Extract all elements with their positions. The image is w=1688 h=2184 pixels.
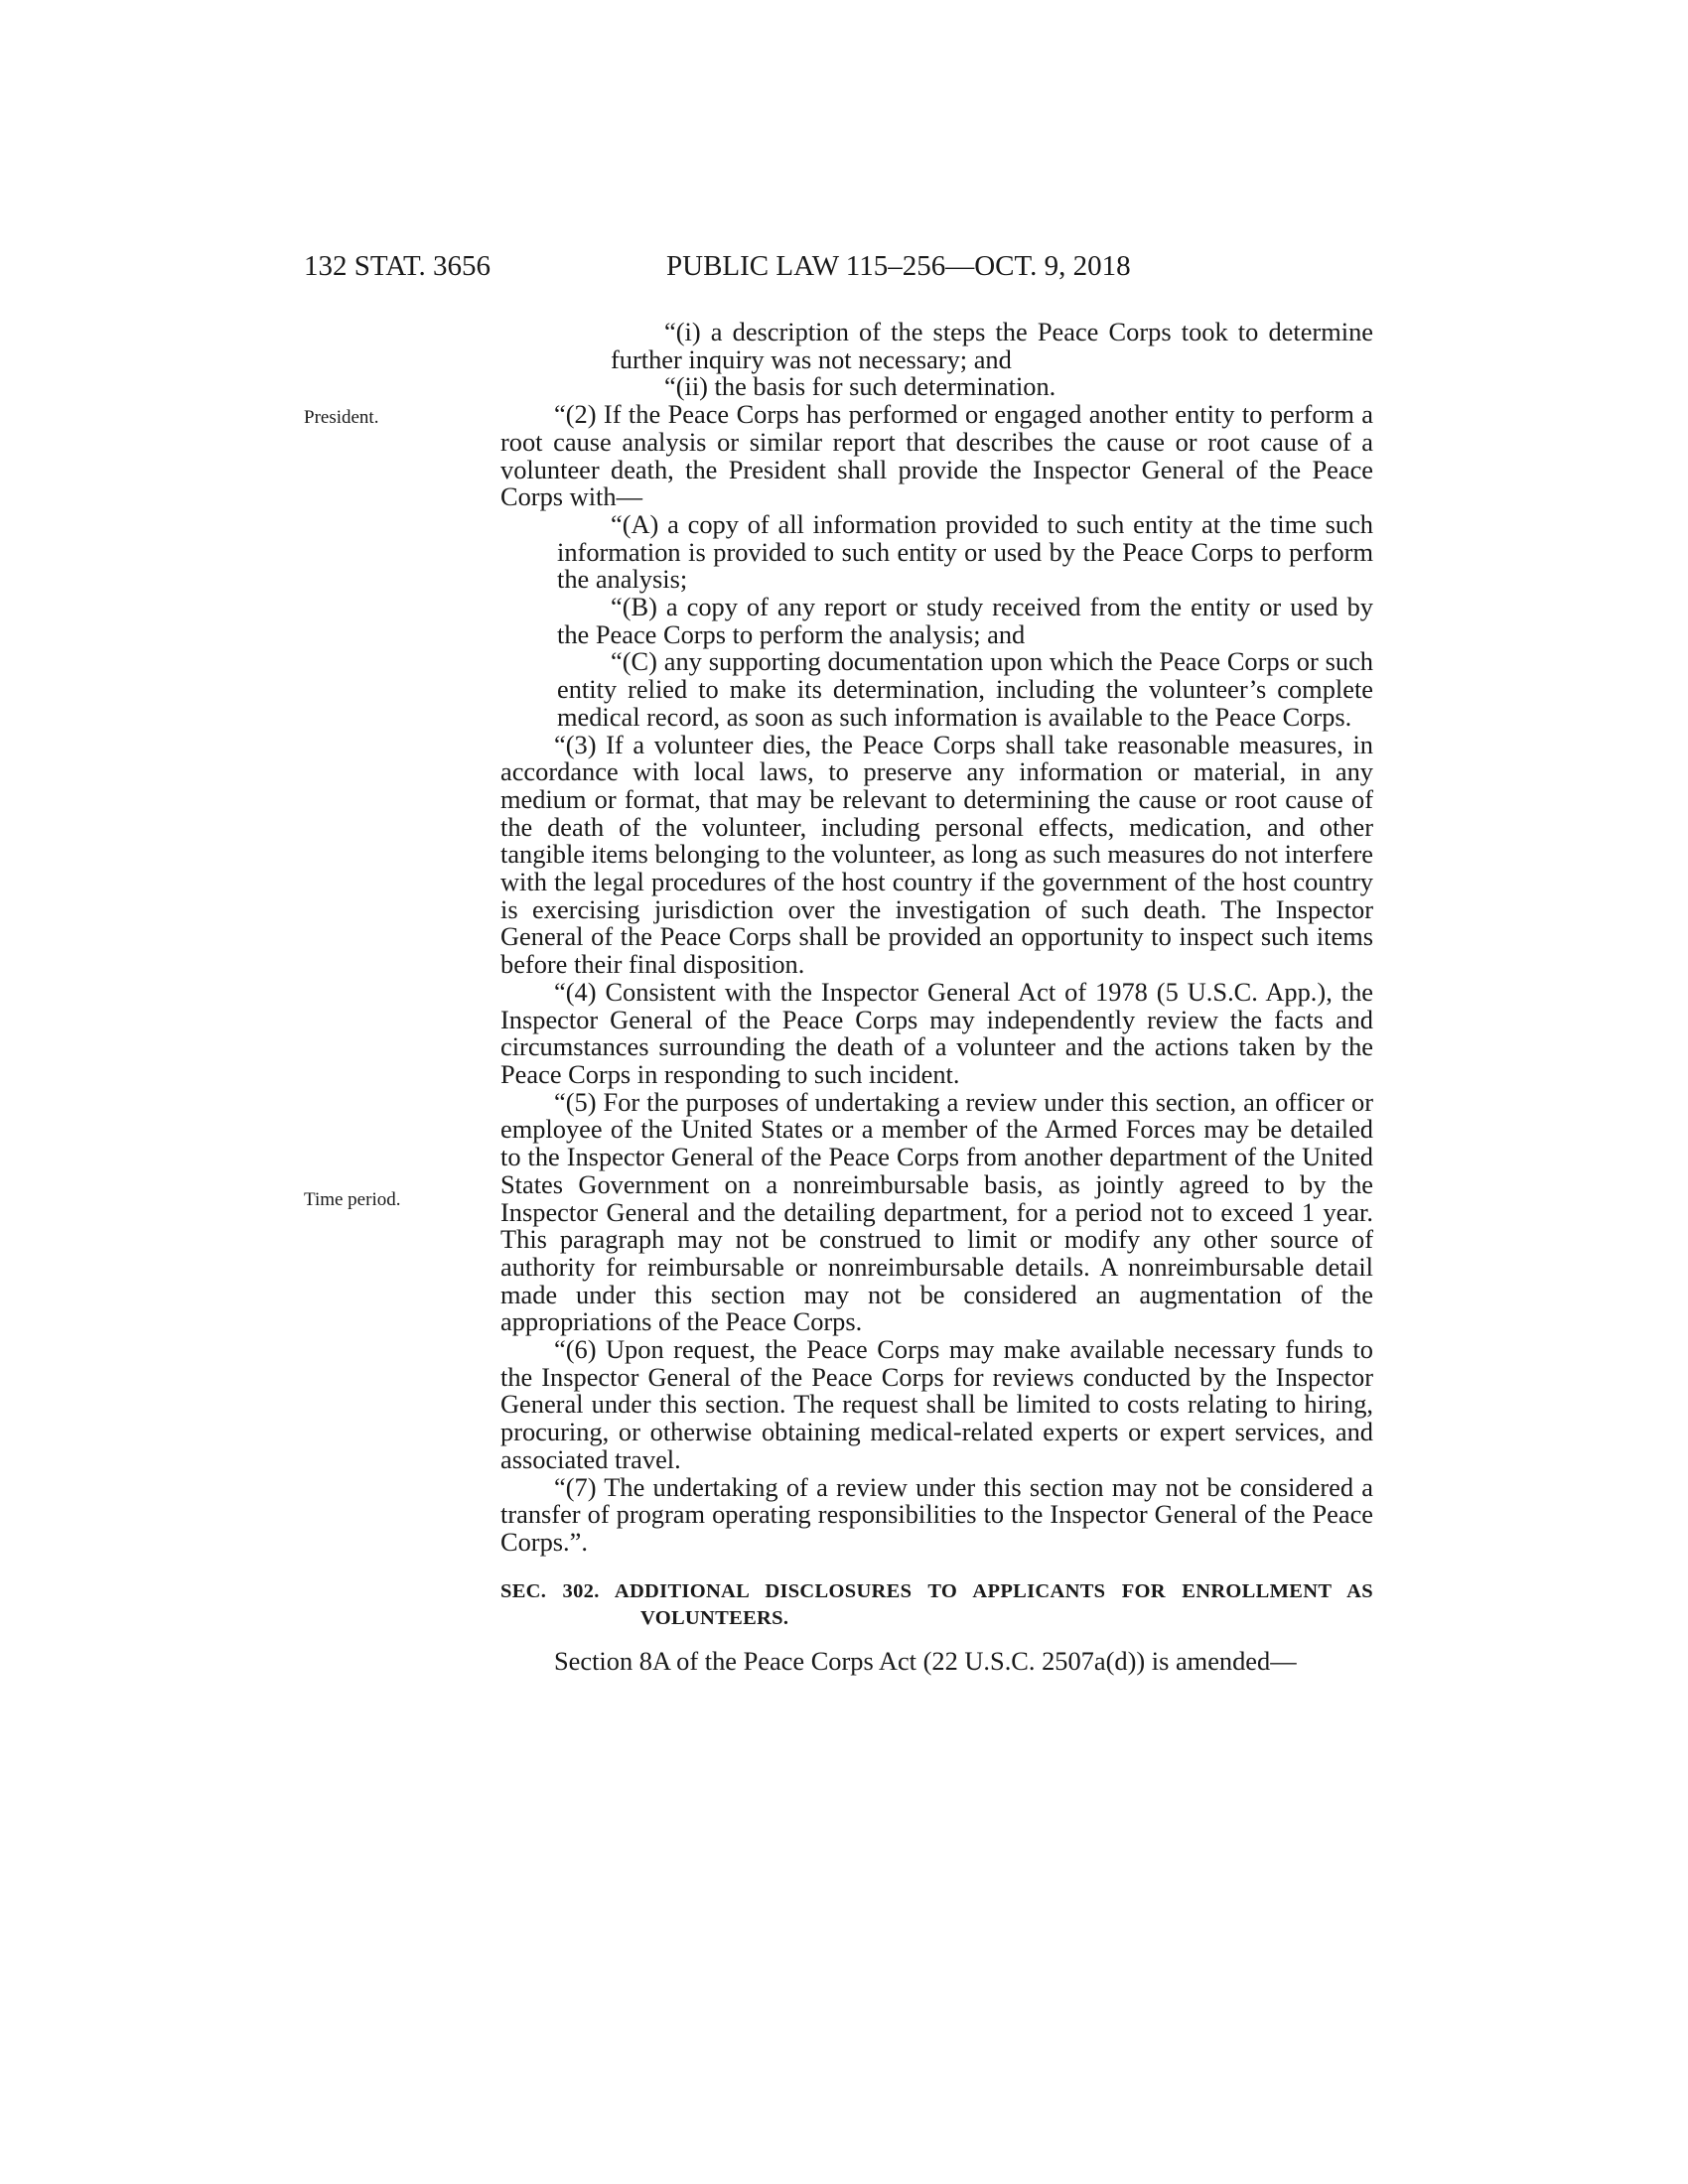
body-text (500, 319, 1373, 1675)
paragraph-ii: “(ii) the basis for such determination. (664, 371, 1056, 402)
paragraph-2b: “(B) a copy of any report or study received from the entity or used by the Peace Corps to perform the analysis; and (557, 592, 1373, 649)
margin-note-time-period: Time period. (304, 1189, 401, 1210)
paragraph-3: “(3) If a volunteer dies, the Peace Corps shall take reasonable measures, in accordance with local laws, to preserve any information or material, in any medium or format, that may be relevant to determining the cause or root cause of the death of the volunteer, including personal effects, medication, and other tangible items belonging to the volunteer, as long as such measures do not interfere with the legal procedures of the host country if the government of the host country is exercising jurisdiction over the investigation of such death. The Inspector General of the Peace Corps shall be provided an opportunity to inspect such items before their final disposition. (500, 729, 1373, 980)
paragraph-i: “(i) a description of the steps the Peace Corps took to determine further inquiry was not necessary; and (611, 317, 1373, 374)
paragraph-4: “(4) Consistent with the Inspector General Act of 1978 (5 U.S.C. App.), the Inspector General of the Peace Corps may independently review the facts and circumstances surrounding the death of a volunteer and the actions taken by the Peace Corps in responding to such incident. (500, 976, 1373, 1089)
statute-page-number: 132 STAT. 3656 (304, 250, 492, 282)
paragraph-7: “(7) The undertaking of a review under this section may not be considered a transfer of program operating responsibilities to the Inspector General of the Peace Corps.”. (500, 1471, 1373, 1557)
section-intro-paragraph: Section 8A of the Peace Corps Act (22 U.S.C. 2507a(d)) is amended— (554, 1645, 1297, 1676)
paragraph-2: “(2) If the Peace Corps has performed or engaged another entity to perform a root cause analysis or similar report that describes the cause or root cause of a volunteer death, the President shall provide the Inspector General of the Peace Corps with— (500, 399, 1373, 512)
public-law-title: PUBLIC LAW 115–256—OCT. 9, 2018 (666, 250, 1131, 282)
page-header (304, 250, 1368, 290)
paragraph-6: “(6) Upon request, the Peace Corps may make available necessary funds to the Inspector General of the Peace Corps for reviews conducted by the Inspector General under this section. The request shall be limited to costs relating to hiring, procuring, or otherwise obtaining medical-related experts or expert services, and associated travel. (500, 1334, 1373, 1474)
margin-note-president: President. (304, 407, 379, 428)
paragraph-5: “(5) For the purposes of undertaking a review under this section, an officer or employee of the United States or a member of the Armed Forces may be detailed to the Inspector General of the Peace Corps from another department of the United States Government on a nonreimbursable basis, as jointly agreed to by the Inspector General and the detailing department, for a period not to exceed 1 year. This paragraph may not be construed to limit or modify any other source of authority for reimbursable or nonreimbursable details. A nonreimbursable detail made under this section may not be considered an augmentation of the appropriations of the Peace Corps. (500, 1086, 1373, 1337)
paragraph-2a: “(A) a copy of all information provided to such entity at the time such information is provided to such entity or used by the Peace Corps to perform the analysis; (557, 508, 1373, 595)
section-heading: SEC. 302. ADDITIONAL DISCLOSURES TO APPLICANTS FOR ENROLLMENT AS VOLUNTEERS. (500, 1579, 1373, 1629)
paragraph-2c: “(C) any supporting documentation upon which the Peace Corps or such entity relied to make its determination, including the volunteer’s complete medical record, as soon as such information is available to the Peace Corps. (557, 646, 1373, 732)
